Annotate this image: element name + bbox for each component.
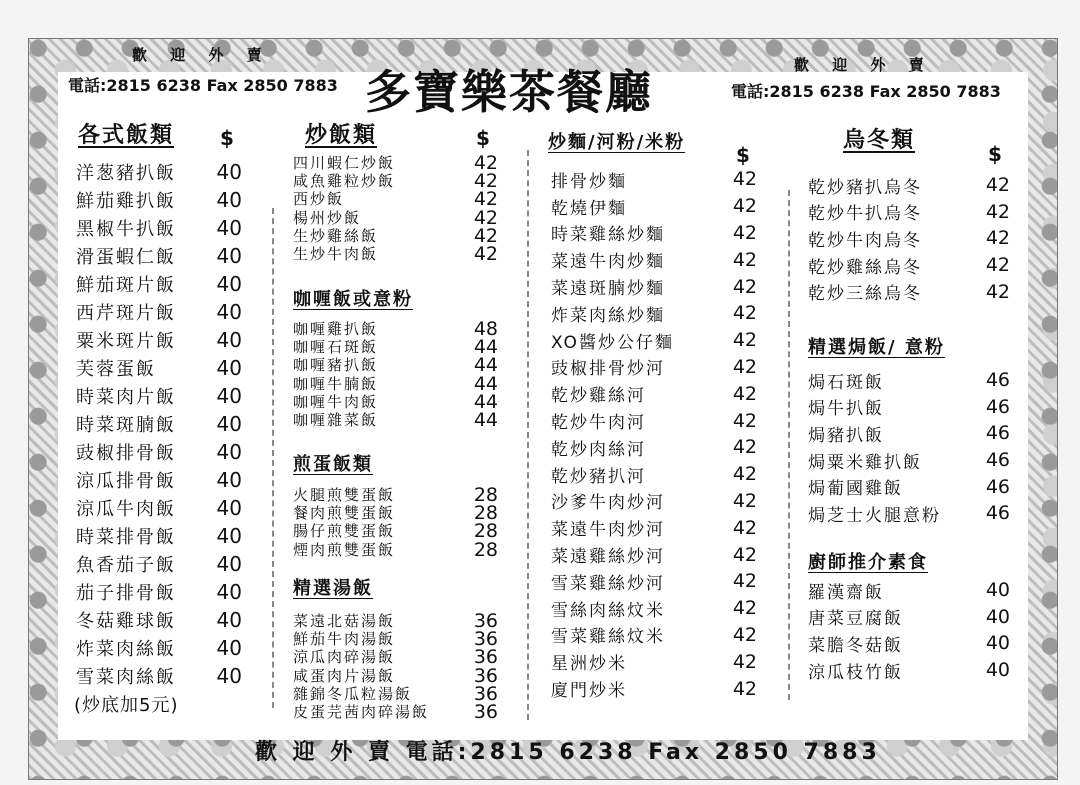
menu-item-price: 40 (216, 384, 242, 408)
menu-item-price: 42 (473, 152, 498, 175)
menu-item-name: 焗牛扒飯 (808, 399, 884, 420)
menu-item-price: 42 (732, 677, 757, 700)
takeaway-banner-left: 歡 迎 外 賣 (132, 46, 271, 64)
menu-item-price: 44 (473, 390, 498, 413)
menu-item-name: 芙蓉蛋飯 (76, 359, 156, 380)
menu-item-name: 唐菜豆腐飯 (808, 609, 903, 630)
section-heading-noodles: 炒麵/河粉/米粉 (548, 132, 686, 153)
menu-item (293, 224, 498, 247)
menu-item (293, 610, 498, 633)
menu-item-price: 40 (985, 632, 1010, 655)
menu-item (551, 541, 757, 568)
menu-item-price: 42 (732, 382, 757, 405)
menu-item (551, 166, 757, 193)
menu-item-price: 46 (985, 502, 1010, 525)
menu-item-price: 42 (732, 168, 757, 191)
menu-item-name: 乾炒牛肉烏冬 (808, 230, 922, 251)
menu-item (808, 278, 1010, 305)
menu-item-name: 咖喱石斑飯 (293, 338, 379, 357)
menu-item-name: 炸菜肉絲飯 (76, 639, 176, 660)
menu-item (551, 220, 757, 247)
section-heading-soup: 精選湯飯 (293, 578, 373, 599)
section-heading-curry: 咖喱飯或意粉 (293, 289, 413, 310)
menu-item-price: 42 (732, 597, 757, 620)
menu-item-price: 36 (473, 664, 498, 687)
menu-item-name: 乾炒豬扒河 (551, 466, 646, 487)
menu-item-price: 44 (473, 336, 498, 359)
curry-list (293, 318, 498, 432)
baked-rice-list (808, 367, 1010, 527)
menu-item-price: 42 (985, 280, 1010, 303)
noodles-list (551, 166, 757, 702)
menu-item (293, 682, 498, 705)
menu-item (293, 664, 498, 687)
menu-item (808, 577, 1010, 604)
menu-item-name: 涼瓜牛肉飯 (76, 499, 176, 520)
menu-item (293, 538, 498, 561)
menu-item (76, 522, 242, 550)
menu-item-price: 40 (216, 580, 242, 604)
menu-item-price: 40 (216, 496, 242, 520)
menu-item-name: 生炒牛肉飯 (293, 245, 379, 264)
menu-item-price: 40 (216, 188, 242, 212)
menu-item-price: 42 (473, 170, 498, 193)
menu-item-name: 菜遠斑腩炒麵 (551, 279, 665, 300)
menu-item-name: 洋葱豬扒飯 (76, 163, 176, 184)
menu-item (76, 242, 242, 270)
section-heading-egg: 煎蛋飯類 (293, 454, 373, 475)
menu-item-name: 鮮茄雞扒飯 (76, 191, 176, 212)
menu-item-price: 46 (985, 475, 1010, 498)
menu-item-name: 雪菜雞絲炒河 (551, 573, 665, 594)
menu-item-name: 餐肉煎雙蛋飯 (293, 504, 396, 523)
menu-item (293, 318, 498, 341)
menu-item-name: 時菜肉片飯 (76, 387, 176, 408)
menu-item-price: 40 (216, 468, 242, 492)
menu-item-name: 咖喱豬扒飯 (293, 356, 379, 375)
menu-item-name: 菜遠牛肉炒麵 (551, 252, 665, 273)
menu-item-price: 46 (985, 395, 1010, 418)
menu-item (293, 409, 498, 432)
menu-item-name: 涼瓜排骨飯 (76, 471, 176, 492)
menu-item-name: 乾燒伊麵 (551, 198, 627, 219)
menu-item (808, 657, 1010, 684)
menu-item (293, 520, 498, 543)
menu-item-price: 40 (216, 412, 242, 436)
menu-item (293, 646, 498, 669)
menu-item (76, 466, 242, 494)
phone-fax-left: 電話:2815 6238 Fax 2850 7883 (68, 76, 338, 95)
menu-item-price: 40 (216, 244, 242, 268)
menu-item-price: 42 (732, 221, 757, 244)
menu-item-name: 涼瓜肉碎湯飯 (293, 648, 396, 667)
menu-item (76, 410, 242, 438)
menu-item (808, 473, 1010, 500)
menu-item (76, 214, 242, 242)
menu-item-name: 四川蝦仁炒飯 (293, 154, 396, 173)
menu-item-name: 羅漢齋飯 (808, 582, 884, 603)
menu-item (551, 327, 757, 354)
menu-item (551, 622, 757, 649)
menu-item-price: 42 (732, 489, 757, 512)
menu-item-name: 生炒雞絲飯 (293, 226, 379, 245)
menu-item (808, 199, 1010, 226)
menu-item-name: 咸蛋肉片湯飯 (293, 666, 396, 685)
menu-item-price: 46 (985, 422, 1010, 445)
menu-item-name: 乾炒雞絲烏冬 (808, 257, 922, 278)
menu-item (293, 206, 498, 229)
menu-item-name: 焗粟米雞扒飯 (808, 452, 922, 473)
menu-item (551, 380, 757, 407)
menu-item (76, 354, 242, 382)
menu-item-price: 48 (473, 318, 498, 341)
menu-item-name: 楊州炒飯 (293, 208, 362, 227)
menu-item-price: 42 (732, 329, 757, 352)
menu-item (76, 578, 242, 606)
menu-item-price: 42 (473, 243, 498, 266)
menu-item-name: 咖喱雜菜飯 (293, 411, 379, 430)
menu-item-name: 星洲炒米 (551, 654, 627, 675)
menu-item (76, 186, 242, 214)
section-heading-vegetarian: 廚師推介素食 (808, 552, 928, 573)
menu-item-name: 時菜雞絲炒麵 (551, 225, 665, 246)
menu-item (76, 606, 242, 634)
menu-item-name: 焗豬扒飯 (808, 425, 884, 446)
menu-item-price: 40 (216, 328, 242, 352)
menu-item (76, 158, 242, 186)
column-divider (788, 190, 790, 700)
menu-item-price: 42 (985, 227, 1010, 250)
menu-item-price: 42 (732, 355, 757, 378)
menu-item (76, 662, 242, 690)
menu-item (76, 270, 242, 298)
menu-item (76, 298, 242, 326)
menu-item (76, 382, 242, 410)
menu-item (293, 701, 498, 724)
menu-item (76, 438, 242, 466)
section-heading-baked: 精選焗飯/ 意粉 (808, 337, 945, 358)
menu-item-name: 西芹斑片飯 (76, 303, 176, 324)
menu-item (293, 628, 498, 651)
menu-item-price: 40 (216, 440, 242, 464)
menu-item-name: 時菜斑腩飯 (76, 415, 176, 436)
menu-item (551, 273, 757, 300)
menu-item-name: 焗葡國雞飯 (808, 479, 903, 500)
menu-item-price: 42 (732, 195, 757, 218)
menu-item-name: 菜遠牛肉炒河 (551, 520, 665, 541)
section-heading-fried-rice: 炒飯類 (305, 123, 378, 148)
menu-item-name: 粟米斑片飯 (76, 331, 176, 352)
menu-item (808, 420, 1010, 447)
menu-item-name: 菜膽冬菇飯 (808, 635, 903, 656)
menu-item-name: 火腿煎雙蛋飯 (293, 486, 396, 505)
menu-item (808, 447, 1010, 474)
menu-item-price: 42 (985, 254, 1010, 277)
menu-item-name: 茄子排骨飯 (76, 583, 176, 604)
menu-item-price: 36 (473, 646, 498, 669)
fried-base-note: (炒底加5元) (74, 695, 179, 716)
menu-item-price: 44 (473, 354, 498, 377)
menu-item-name: 煙肉煎雙蛋飯 (293, 540, 396, 559)
menu-item-name: 雪絲肉絲炆米 (551, 600, 665, 621)
currency-symbol: $ (476, 126, 490, 150)
menu-item-price: 40 (216, 216, 242, 240)
menu-item-price: 28 (473, 520, 498, 543)
currency-symbol: $ (736, 143, 750, 167)
menu-item-name: 咖喱牛肉飯 (293, 392, 379, 411)
menu-item-name: 豉椒排骨炒河 (551, 359, 665, 380)
menu-item-name: 雪菜雞絲炆米 (551, 627, 665, 648)
menu-item (551, 193, 757, 220)
menu-item-name: 排骨炒麵 (551, 171, 627, 192)
menu-item-name: 乾炒牛肉河 (551, 413, 646, 434)
menu-item-price: 42 (732, 623, 757, 646)
menu-item (551, 675, 757, 702)
footer-takeaway-contact: 歡 迎 外 賣 電話:2815 6238 Fax 2850 7883 (255, 740, 881, 765)
menu-item (293, 390, 498, 413)
menu-item-price: 36 (473, 610, 498, 633)
menu-item-price: 42 (732, 436, 757, 459)
menu-item-name: 冬菇雞球飯 (76, 611, 176, 632)
menu-item-price: 40 (216, 552, 242, 576)
menu-item (808, 630, 1010, 657)
section-heading-udon: 烏冬類 (843, 128, 916, 153)
menu-item-name: 炸菜肉絲炒麵 (551, 305, 665, 326)
menu-item-name: 乾炒肉絲河 (551, 439, 646, 460)
menu-item-name: 腸仔煎雙蛋飯 (293, 522, 396, 541)
menu-item-price: 36 (473, 628, 498, 651)
menu-item-price: 40 (216, 664, 242, 688)
menu-item-price: 40 (216, 608, 242, 632)
menu-item-name: XO醬炒公仔麵 (551, 332, 674, 353)
menu-item-name: 焗芝士火腿意粉 (808, 505, 941, 526)
menu-item-name: 雪菜肉絲飯 (76, 667, 176, 688)
menu-item-price: 36 (473, 682, 498, 705)
menu-item (293, 243, 498, 266)
menu-item-price: 42 (473, 224, 498, 247)
menu-item-price: 42 (732, 463, 757, 486)
menu-item (551, 568, 757, 595)
menu-item (808, 172, 1010, 199)
menu-item (293, 372, 498, 395)
menu-item (293, 502, 498, 525)
vegetarian-list (808, 577, 1010, 683)
udon-list (808, 172, 1010, 305)
menu-item-name: 皮蛋芫茜肉碎湯飯 (293, 703, 430, 722)
menu-item-price: 46 (985, 369, 1010, 392)
menu-item-price: 42 (732, 570, 757, 593)
column-divider (527, 150, 529, 720)
menu-item (76, 494, 242, 522)
menu-item-price: 28 (473, 484, 498, 507)
menu-item-price: 42 (732, 275, 757, 298)
menu-item-price: 40 (216, 524, 242, 548)
menu-item-name: 鮮茄斑片飯 (76, 275, 176, 296)
menu-item-price: 42 (732, 516, 757, 539)
menu-item (551, 434, 757, 461)
menu-item (551, 246, 757, 273)
menu-item-name: 魚香茄子飯 (76, 555, 176, 576)
menu-item-name: 咖喱牛腩飯 (293, 374, 379, 393)
menu-item-price: 42 (473, 188, 498, 211)
phone-fax-right: 電話:2815 6238 Fax 2850 7883 (731, 82, 1001, 101)
menu-item (293, 188, 498, 211)
menu-item (808, 604, 1010, 631)
menu-item (808, 500, 1010, 527)
menu-item-price: 40 (216, 356, 242, 380)
menu-item-name: 沙爹牛肉炒河 (551, 493, 665, 514)
menu-item-price: 44 (473, 409, 498, 432)
column-divider (272, 208, 274, 708)
menu-item-price: 42 (985, 174, 1010, 197)
menu-item-price: 40 (985, 579, 1010, 602)
menu-item (551, 461, 757, 488)
menu-item-price: 42 (732, 248, 757, 271)
menu-item-price: 40 (216, 160, 242, 184)
menu-item-price: 28 (473, 538, 498, 561)
menu-item (551, 407, 757, 434)
menu-item (293, 170, 498, 193)
soup-rice-list (293, 610, 498, 724)
menu-item-name: 咖喱雞扒飯 (293, 320, 379, 339)
menu-item-name: 焗石斑飯 (808, 372, 884, 393)
currency-symbol: $ (988, 142, 1002, 166)
menu-item-name: 時菜排骨飯 (76, 527, 176, 548)
menu-item-price: 28 (473, 502, 498, 525)
menu-item-price: 42 (985, 200, 1010, 223)
menu-item-price: 40 (216, 636, 242, 660)
menu-item-name: 乾炒三絲烏冬 (808, 284, 922, 305)
menu-item-name: 菜遠雞絲炒河 (551, 547, 665, 568)
menu-item-name: 涼瓜枝竹飯 (808, 662, 903, 683)
menu-item-name: 乾炒豬扒烏冬 (808, 177, 922, 198)
menu-item (551, 514, 757, 541)
menu-item-price: 44 (473, 372, 498, 395)
menu-item-name: 菜遠北菇湯飯 (293, 612, 396, 631)
menu-item (293, 354, 498, 377)
takeaway-banner-right: 歡 迎 外 賣 (794, 56, 933, 74)
menu-item-name: 鮮茄牛肉湯飯 (293, 630, 396, 649)
menu-item (808, 225, 1010, 252)
menu-item-name: 廈門炒米 (551, 681, 627, 702)
menu-item (293, 152, 498, 175)
menu-item-price: 42 (732, 543, 757, 566)
menu-item-name: 滑蛋蝦仁飯 (76, 247, 176, 268)
restaurant-name: 多寶樂茶餐廳 (365, 65, 653, 119)
menu-item (293, 484, 498, 507)
menu-item-price: 36 (473, 701, 498, 724)
menu-item-price: 40 (985, 659, 1010, 682)
rice-menu-list (76, 158, 242, 690)
menu-item-name: 豉椒排骨飯 (76, 443, 176, 464)
menu-item (76, 550, 242, 578)
fried-egg-rice-list (293, 486, 498, 559)
menu-item-price: 42 (732, 409, 757, 432)
currency-symbol: $ (220, 126, 234, 150)
menu-item-price: 46 (985, 449, 1010, 472)
menu-item (808, 252, 1010, 279)
menu-item-price: 40 (216, 272, 242, 296)
menu-item (293, 336, 498, 359)
menu-item (551, 354, 757, 381)
menu-item-price: 42 (473, 206, 498, 229)
fried-rice-list (293, 152, 498, 266)
menu-item (551, 488, 757, 515)
menu-item (551, 300, 757, 327)
menu-item (551, 595, 757, 622)
menu-item-price: 40 (985, 605, 1010, 628)
menu-item-name: 乾炒雞絲河 (551, 386, 646, 407)
menu-item-name: 乾炒牛扒烏冬 (808, 204, 922, 225)
menu-item (551, 648, 757, 675)
menu-item-price: 40 (216, 300, 242, 324)
menu-item-name: 西炒飯 (293, 190, 345, 209)
menu-item (808, 394, 1010, 421)
menu-item-name: 雜錦冬瓜粒湯飯 (293, 684, 413, 703)
menu-item-price: 42 (732, 650, 757, 673)
menu-item-name: 咸魚雞粒炒飯 (293, 172, 396, 191)
menu-item (76, 326, 242, 354)
section-heading-rice: 各式飯類 (78, 123, 175, 148)
menu-item (808, 367, 1010, 394)
menu-item-name: 黑椒牛扒飯 (76, 219, 176, 240)
menu-item (76, 634, 242, 662)
menu-item-price: 42 (732, 302, 757, 325)
